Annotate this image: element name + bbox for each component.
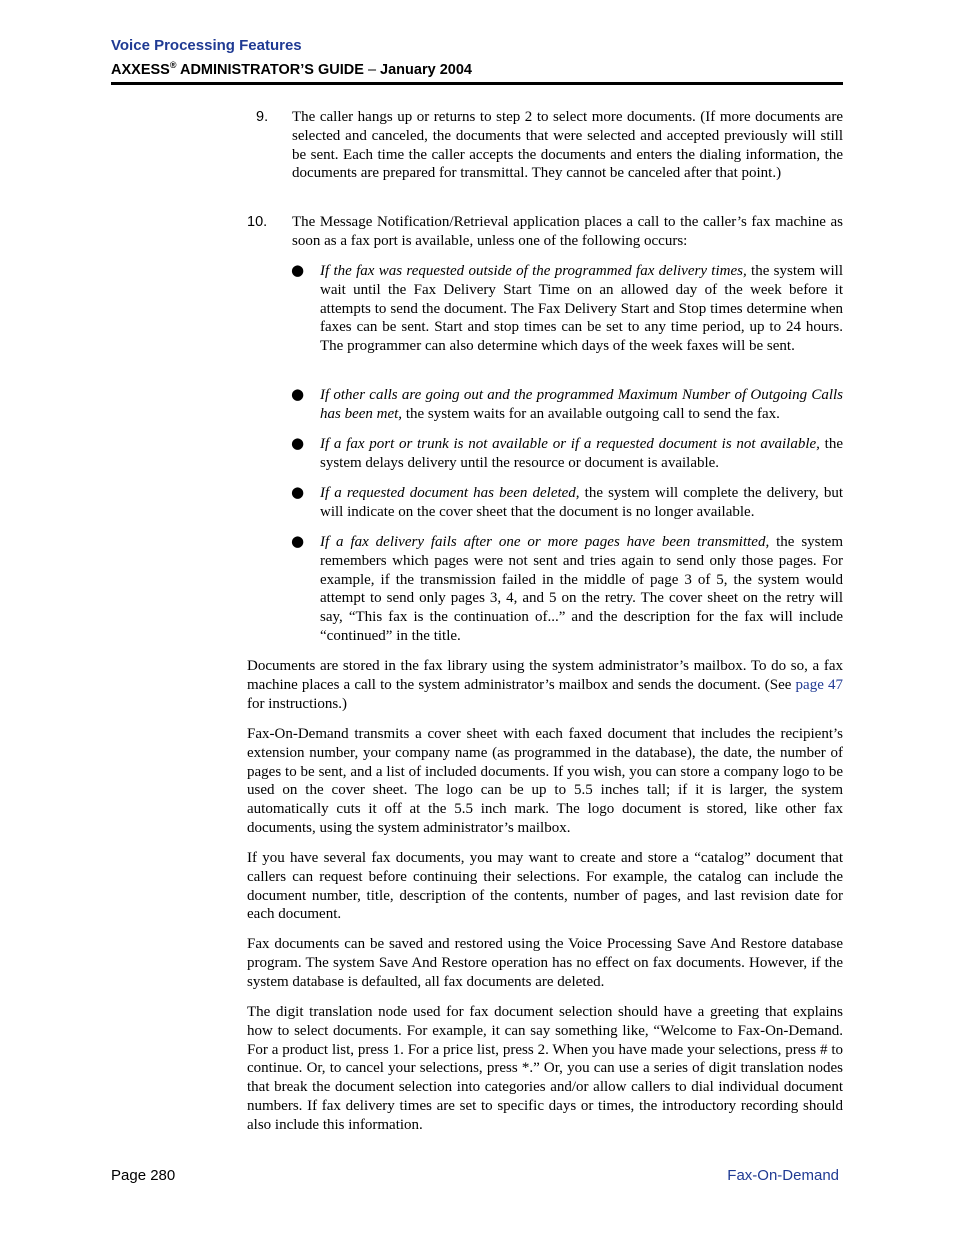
paragraph-text: Documents are stored in the fax library using the system administrator’s mailbox. To do so, a fax machine places a call to the system administrator’s mailbox and sends the document. (See xyxy=(247,658,843,693)
header-section-title: Voice Processing Features xyxy=(111,37,302,54)
bullet-text: the system remembers which pages were not sent and tries again to send only those pages. For example, if the transmission failed in the middle of page 3 of 5, the system would attempt to send only pages 3, 4, and 5 on the retry. The cover sheet on the retry will say, “This fax is the continuation of...” and the description for the fax will include “continued” in the title. xyxy=(320,534,843,644)
guide-brand: AXXESS xyxy=(111,61,170,78)
bullet-icon: ● xyxy=(291,532,305,550)
page-number: Page 280 xyxy=(111,1167,176,1184)
paragraph-save-restore: Fax documents can be saved and restored using the Voice Processing Save And Restore database program. The system Save And Restore operation has no effect on fax documents. However, if the system database is defaulted, all fax documents are deleted. xyxy=(247,936,843,990)
guide-date: January 2004 xyxy=(380,61,472,78)
footer-chapter: Fax-On-Demand xyxy=(727,1167,839,1184)
registered-mark: ® xyxy=(169,60,177,70)
bullet-text: the system delays delivery until the resource or document is available. xyxy=(320,436,843,471)
step-10 xyxy=(247,213,843,251)
bullet-text: the system waits for an available outgoing call to send the fax. xyxy=(402,405,780,422)
step-9 xyxy=(247,108,843,183)
paragraph-text: for instructions.) xyxy=(247,695,347,712)
page-link[interactable]: page 47 xyxy=(795,676,843,693)
bullet-condition: If a fax delivery fails after one or more pages have been transmitted, xyxy=(320,534,770,550)
guide-title: ADMINISTRATOR’S GUIDE xyxy=(176,61,364,78)
step-number: 9. xyxy=(256,109,269,125)
bullet-icon: ● xyxy=(291,385,305,403)
bullet-condition: If a fax port or trunk is not available or if a requested document is not available, xyxy=(320,436,820,452)
bullet-item xyxy=(291,435,843,473)
bullet-icon: ● xyxy=(291,483,305,501)
bullet-item xyxy=(291,386,843,424)
bullet-text: the system will complete the delivery, but will indicate on the cover sheet that the document is no longer available. xyxy=(320,485,843,520)
bullet-condition: If the fax was requested outside of the programmed fax delivery times, xyxy=(320,263,747,279)
step-number: 10. xyxy=(247,214,268,230)
bullet-text: the system will wait until the Fax Delivery Start Time on an allowed day of the week before it attempts to send the document. The Fax Delivery Start and Stop times determine when faxes can be sent. Start and stop times can be set to any time period, up to 24 hours. The programmer can also determine which days of the week faxes will be sent. xyxy=(320,263,844,355)
bullet-condition: If a requested document has been deleted, xyxy=(320,485,580,501)
bullet-item xyxy=(291,533,843,646)
bullet-item xyxy=(291,262,843,356)
paragraph-catalog: If you have several fax documents, you may want to create and store a “catalog” document that callers can request before continuing their selections. For example, the catalog can include the document number, title, description of the contents, number of pages, and last revision date for each document. xyxy=(247,850,843,923)
guide-separator: – xyxy=(363,61,381,78)
paragraph-digit-translation: The digit translation node used for fax document selection should have a greeting that explains how to select documents. For example, it can say something like, “Welcome to Fax-On-Demand. For a product list, press 1. For a price list, press 2. When you have made your selections, press # to continue. Or, to cancel your selections, press *.” Or, you can use a series of digit translation nodes that break the document selection into categories and/or allow callers to dial individual document numbers. If fax delivery times are set to specific days or times, the introductory recording should also include this information. xyxy=(247,1004,843,1133)
header-rule xyxy=(111,82,843,85)
paragraph-cover-sheet: Fax-On-Demand transmits a cover sheet with each faxed document that includes the recipient’s extension number, your company name (as programmed in the database), the date, the number of pages to be sent, and a list of included documents. If you wish, you can store a company logo to be used on the cover sheet. The logo can be up to 5.5 inches tall; if it is larger, the system automatically cuts it off at the 5.5 inch mark. The logo document is stored, like other fax documents, using the system administrator’s mailbox. xyxy=(247,726,843,836)
step-text: The Message Notification/Retrieval application places a call to the caller’s fax machine as soon as a fax port is available, unless one of the following occurs: xyxy=(292,214,843,249)
step-text: The caller hangs up or returns to step 2 to select more documents. (If more documents are selected and canceled, the documents that were selected and accepted previously will still be sent. Each time the caller accepts the documents and enters the dialing information, the documents are prepared for transmittal. They cannot be canceled after that point.) xyxy=(292,109,843,182)
bullet-icon: ● xyxy=(291,261,305,279)
bullet-icon: ● xyxy=(291,434,305,452)
paragraph-fax-library xyxy=(247,657,843,713)
header-guide-title xyxy=(111,60,472,78)
bullet-item xyxy=(291,484,843,522)
bullet-condition: If other calls are going out and the programmed Maximum Number of Outgoing Calls has been met, xyxy=(320,387,843,422)
